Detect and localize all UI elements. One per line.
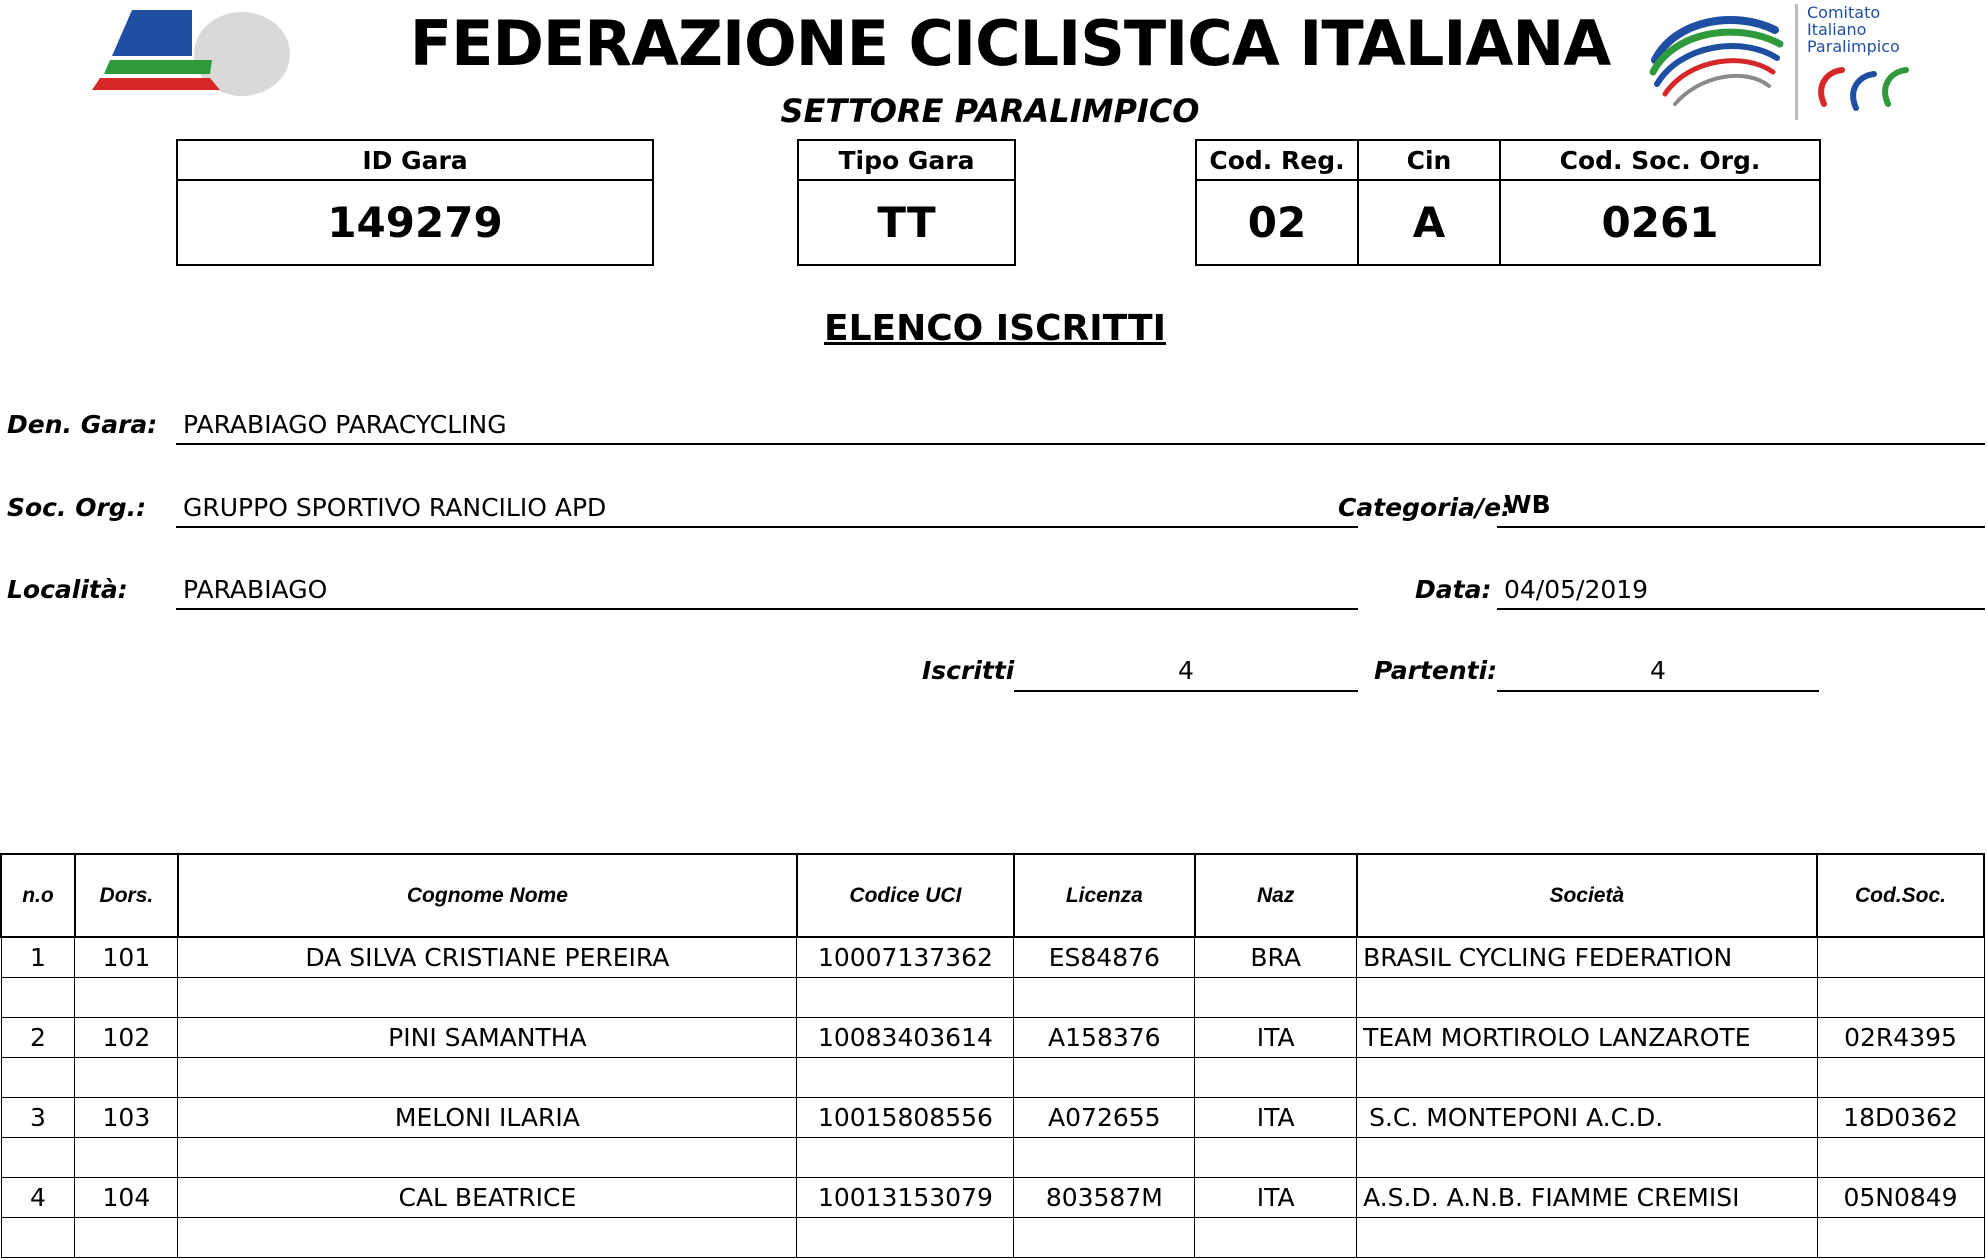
partenti-label: Partenti: <box>1374 656 1498 685</box>
soc-org-value: GRUPPO SPORTIVO RANCILIO APD <box>183 493 607 522</box>
cell-societa: A.S.D. A.N.B. FIAMME CREMISI <box>1357 1178 1817 1218</box>
cell-no: 1 <box>1 937 75 978</box>
cell-uci: 10083403614 <box>797 1018 1014 1058</box>
den-gara-value: PARABIAGO PARACYCLING <box>183 410 507 439</box>
cell-naz: BRA <box>1195 937 1357 978</box>
cell-societa: BRASIL CYCLING FEDERATION <box>1357 937 1817 978</box>
cell-uci: 10013153079 <box>797 1178 1014 1218</box>
col-header-dors: Dors. <box>75 854 178 937</box>
cell-dors: 101 <box>75 937 178 978</box>
cell-codsoc: 02R4395 <box>1817 1018 1984 1058</box>
cell-name: PINI SAMANTHA <box>178 1018 797 1058</box>
cell-no: 3 <box>1 1098 75 1138</box>
entries-table <box>0 853 1985 1258</box>
categoria-label: Categoria/e: <box>1338 493 1512 522</box>
tipo-gara-value: TT <box>799 180 1014 264</box>
cell-uci: 10015808556 <box>797 1098 1014 1138</box>
localita-value: PARABIAGO <box>183 575 328 604</box>
col-header-uci: Codice UCI <box>797 854 1014 937</box>
cip-logo-text-2: Italiano <box>1807 20 1867 39</box>
cod-soc-org-label: Cod. Soc. Org. <box>1500 141 1819 180</box>
cell-naz: ITA <box>1195 1018 1357 1058</box>
col-header-naz: Naz <box>1195 854 1357 937</box>
cell-codsoc: 05N0849 <box>1817 1178 1984 1218</box>
cell-no: 4 <box>1 1178 75 1218</box>
table-row <box>1 1178 1984 1218</box>
cip-logo <box>1645 0 1925 122</box>
data-value: 04/05/2019 <box>1504 575 1649 604</box>
page-subtitle: SETTORE PARALIMPICO <box>780 92 1200 130</box>
localita-underline <box>176 608 1358 610</box>
cell-name: MELONI ILARIA <box>178 1098 797 1138</box>
blank-row <box>1 1138 1984 1178</box>
table-header-row <box>1 854 1984 937</box>
soc-org-underline <box>176 526 1358 528</box>
id-gara-value: 149279 <box>178 180 652 264</box>
localita-label: Località: <box>7 575 128 604</box>
col-header-licenza: Licenza <box>1014 854 1195 937</box>
codes-box <box>1195 139 1821 266</box>
cell-licenza: 803587M <box>1014 1178 1195 1218</box>
den-gara-underline <box>176 443 1985 445</box>
cell-codsoc <box>1817 937 1984 978</box>
cell-name: CAL BEATRICE <box>178 1178 797 1218</box>
cell-naz: ITA <box>1195 1178 1357 1218</box>
cod-reg-label: Cod. Reg. <box>1197 141 1358 180</box>
cell-dors: 103 <box>75 1098 178 1138</box>
table-row <box>1 1098 1984 1138</box>
cell-codsoc: 18D0362 <box>1817 1098 1984 1138</box>
cin-value: A <box>1358 180 1500 264</box>
data-underline <box>1497 608 1985 610</box>
cell-dors: 104 <box>75 1178 178 1218</box>
cod-reg-value: 02 <box>1197 180 1358 264</box>
partenti-underline <box>1497 690 1819 692</box>
blank-row <box>1 978 1984 1018</box>
section-title: ELENCO ISCRITTI <box>824 308 1166 349</box>
page-title: FEDERAZIONE CICLISTICA ITALIANA <box>409 7 1611 80</box>
cod-soc-org-value: 0261 <box>1500 180 1819 264</box>
categoria-value: WB <box>1504 490 1551 519</box>
cell-naz: ITA <box>1195 1098 1357 1138</box>
iscritti-value: 4 <box>1178 656 1194 685</box>
data-label: Data: <box>1415 575 1492 604</box>
cell-uci: 10007137362 <box>797 937 1014 978</box>
iscritti-underline <box>1014 690 1358 692</box>
cin-label: Cin <box>1358 141 1500 180</box>
cell-licenza: A158376 <box>1014 1018 1195 1058</box>
col-header-codsoc: Cod.Soc. <box>1817 854 1984 937</box>
col-header-societa: Società <box>1357 854 1817 937</box>
col-header-name: Cognome Nome <box>178 854 797 937</box>
cell-societa: S.C. MONTEPONI A.C.D. <box>1357 1098 1817 1138</box>
partenti-value: 4 <box>1650 656 1666 685</box>
id-gara-box <box>176 139 654 266</box>
cip-logo-text-3: Paralimpico <box>1807 37 1900 56</box>
cip-logo-text-1: Comitato <box>1807 3 1881 22</box>
table-row <box>1 1018 1984 1058</box>
blank-row <box>1 1058 1984 1098</box>
den-gara-label: Den. Gara: <box>7 410 158 439</box>
table-row <box>1 937 1984 978</box>
tipo-gara-label: Tipo Gara <box>799 141 1014 180</box>
cell-licenza: A072655 <box>1014 1098 1195 1138</box>
cell-dors: 102 <box>75 1018 178 1058</box>
cell-name: DA SILVA CRISTIANE PEREIRA <box>178 937 797 978</box>
fci-logo <box>92 8 292 100</box>
col-header-no: n.o <box>1 854 75 937</box>
categoria-underline <box>1497 526 1985 528</box>
id-gara-label: ID Gara <box>178 141 652 180</box>
soc-org-label: Soc. Org.: <box>7 493 147 522</box>
cell-societa: TEAM MORTIROLO LANZAROTE <box>1357 1018 1817 1058</box>
iscritti-label: Iscritti <box>922 656 1015 685</box>
tipo-gara-box <box>797 139 1016 266</box>
cell-licenza: ES84876 <box>1014 937 1195 978</box>
cell-no: 2 <box>1 1018 75 1058</box>
blank-row <box>1 1218 1984 1258</box>
